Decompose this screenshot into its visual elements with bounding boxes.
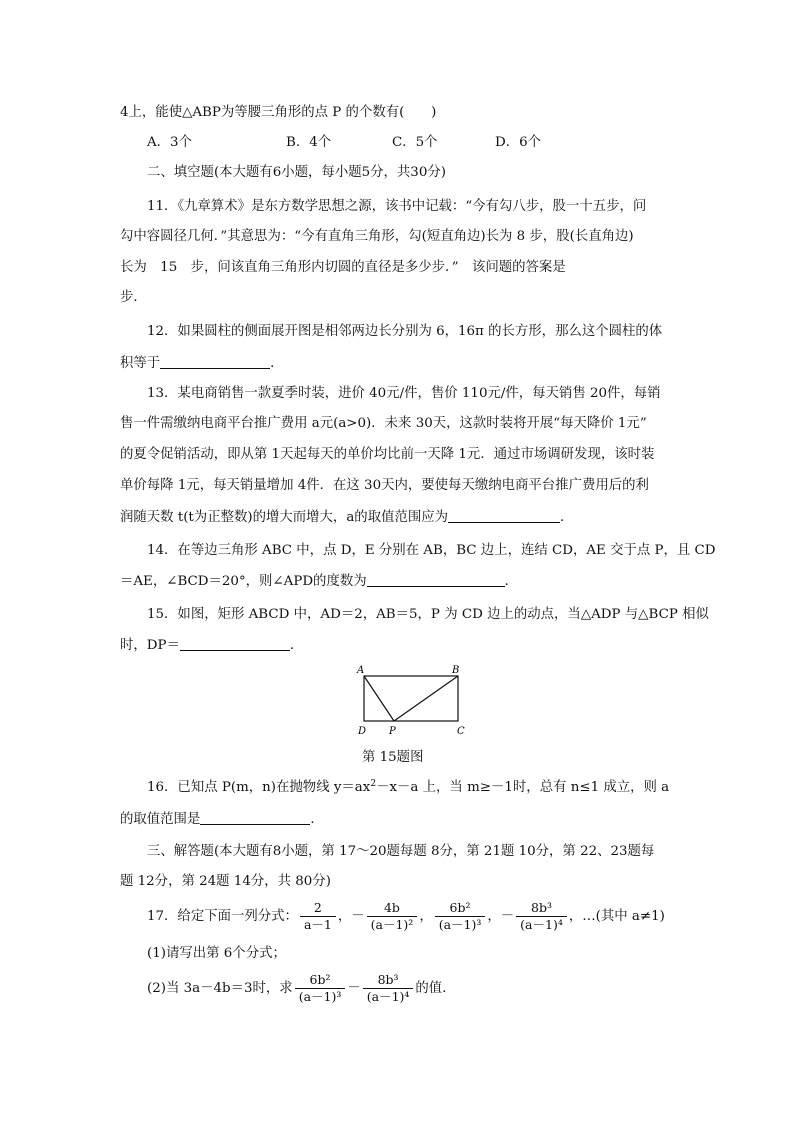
fraction-2 bbox=[367, 900, 418, 933]
q15-line2: 时，DP＝ ． bbox=[120, 638, 304, 653]
rectangle-abcd bbox=[364, 676, 458, 721]
label-d: D bbox=[358, 726, 367, 737]
q11-line4: 步． bbox=[120, 290, 147, 305]
label-a: A bbox=[357, 665, 365, 676]
q17-lead: 17．给定下面一列分式： bbox=[147, 909, 298, 924]
q16-line2: 的取值范围是 ． bbox=[120, 812, 324, 827]
q11-line2: 勾中容圆径几何．”其意思为：“今有直角三角形，勾(短直角边)长为 8 步，股(长直角边) bbox=[120, 229, 634, 244]
fraction-numerator: 2 bbox=[313, 900, 322, 915]
q17-part2-lead: (2)当 3a－4b＝3时，求 bbox=[147, 981, 293, 996]
q13-text: 润随天数 t(t为正整数)的增大而增大，a的取值范围应为 bbox=[120, 510, 449, 525]
q12-text: 积等于 bbox=[120, 356, 161, 371]
q13-line5: 润随天数 t(t为正整数)的增大而增大，a的取值范围应为 ． bbox=[120, 510, 574, 525]
segment-bp bbox=[394, 676, 458, 721]
fraction-numerator: 4b bbox=[383, 900, 400, 915]
label-b: B bbox=[452, 665, 460, 676]
q14-line1: 14．在等边三角形 ABC 中，点 D，E 分别在 AB，BC 边上，连结 CD，AE 交于点 P，且 CD bbox=[147, 543, 716, 558]
fraction-numerator: 6b² bbox=[309, 972, 331, 987]
option-d: D．6个 bbox=[495, 135, 542, 150]
q16-line1 bbox=[147, 779, 669, 797]
answer-blank bbox=[180, 636, 290, 651]
q16-text: 的取值范围是 bbox=[120, 812, 201, 827]
q17-tail: ，…(其中 a≠1) bbox=[568, 909, 665, 924]
fraction-denominator: a－1 bbox=[300, 916, 336, 933]
option-c: C．5个 bbox=[392, 135, 438, 150]
fraction-3 bbox=[435, 900, 486, 933]
fraction-a bbox=[295, 972, 346, 1005]
fraction-denominator: (a－1)⁴ bbox=[363, 988, 414, 1005]
q13-line3: 的夏令促销活动，即从第 1天起每天的单价均比前一天降 1元．通过市场调研发现，该时装 bbox=[120, 447, 655, 462]
fraction-4 bbox=[516, 900, 567, 933]
section-2-heading: 二、填空题(本大题有6小题，每小题5分，共30分) bbox=[147, 165, 446, 180]
q13-line4: 单价每降 1元，每天销量增加 4件．在这 30天内，要使每天缴纳电商平台推广费用后的利 bbox=[120, 478, 649, 493]
segment-ap bbox=[364, 676, 394, 721]
section-3-heading: 三、解答题(本大题有8小题，第 17～20题每题 8分，第 21题 10分，第 22、23题每 bbox=[147, 844, 655, 859]
fraction-denominator: (a－1)³ bbox=[295, 988, 346, 1005]
q14-text: ＝AE，∠BCD＝20°，则∠APD的度数为 bbox=[120, 574, 367, 589]
q17-series: 17．给定下面一列分式： $\frac{2}{a-1}$ ，－ $\frac{4b}{\text{(a－1)²}}$ ， $\frac{\text{6b²}}{\text{(a－1)³}}$ ，－ $\frac{\text{8b³}}{\text{(a－1)⁴}}$ ，…(其中 a≠1) bbox=[147, 900, 665, 932]
answer-blank bbox=[200, 810, 310, 825]
q12-line1: 12．如果圆柱的侧面展开图是相邻两边长分别为 6，16π 的长方形，那么这个圆柱的体 bbox=[147, 324, 663, 339]
q13-line2: 售一件需缴纳电商平台推广费用 a元(a>0)．未来 30天，这款时装将开展“每天降价 1元” bbox=[120, 416, 647, 431]
answer-blank bbox=[367, 572, 505, 587]
q16-text-a: 16．已知点 P(m，n)在抛物线 y＝ax bbox=[147, 780, 371, 795]
option-b: B．4个 bbox=[286, 135, 332, 150]
q17-part2-tail: 的值． bbox=[415, 981, 456, 996]
answer-blank bbox=[160, 354, 270, 369]
q14-line2: ＝AE，∠BCD＝20°，则∠APD的度数为 ． bbox=[120, 574, 519, 589]
option-a: A．3个 bbox=[147, 135, 192, 150]
q15-text: 时，DP＝ bbox=[120, 638, 180, 653]
q11-line3: 长为 15 步，问该直角三角形内切圆的直径是多少步．” 该问题的答案是 bbox=[120, 260, 566, 275]
fraction-numerator: 8b³ bbox=[531, 900, 552, 915]
q12-line2: 积等于 ． bbox=[120, 356, 284, 371]
q17-part2: (2)当 3a－4b＝3时，求 $\frac{\text{6b²}}{\text{(a－1)³}}$ － $\frac{\text{8b³}}{\text{(a－1)⁴}}$ 的值． bbox=[147, 972, 456, 1004]
fraction-denominator: (a－1)⁴ bbox=[516, 916, 567, 933]
fraction-denominator: (a－1)² bbox=[367, 916, 418, 933]
q15-line1: 15．如图，矩形 ABCD 中，AD＝2，AB＝5，P 为 CD 边上的动点，当△ADP 与△BCP 相似 bbox=[147, 607, 709, 622]
section-3-heading-cont: 题 12分，第 24题 14分，共 80分) bbox=[120, 874, 331, 889]
fraction-numerator: 6b² bbox=[449, 900, 471, 915]
figure-caption: 第 15题图 bbox=[362, 750, 424, 765]
rectangle-figure bbox=[354, 663, 474, 743]
label-p: P bbox=[389, 726, 396, 737]
fraction-b bbox=[363, 972, 414, 1005]
fraction-denominator: (a－1)³ bbox=[435, 916, 486, 933]
q17-part1: (1)请写出第 6个分式； bbox=[147, 946, 286, 961]
q16-exponent: 2 bbox=[370, 779, 377, 789]
q11-line1: 11．《九章算术》是东方数学思想之源，该书中记载：“今有勾八步，股一十五步，问 bbox=[147, 199, 647, 214]
q13-line1: 13．某电商销售一款夏季时装，进价 40元/件，售价 110元/件，每天销售 20件，每销 bbox=[147, 386, 661, 401]
fraction-numerator: 8b³ bbox=[377, 972, 399, 987]
label-c: C bbox=[457, 726, 465, 737]
answer-blank bbox=[448, 508, 560, 523]
fraction-1 bbox=[300, 900, 336, 933]
q16-text-b: －x－a 上，当 m≥－1时，总有 n≤1 成立，则 a bbox=[376, 780, 670, 795]
q10-tail: 4上，能使△ABP为等腰三角形的点 P 的个数有( ) bbox=[120, 105, 437, 120]
